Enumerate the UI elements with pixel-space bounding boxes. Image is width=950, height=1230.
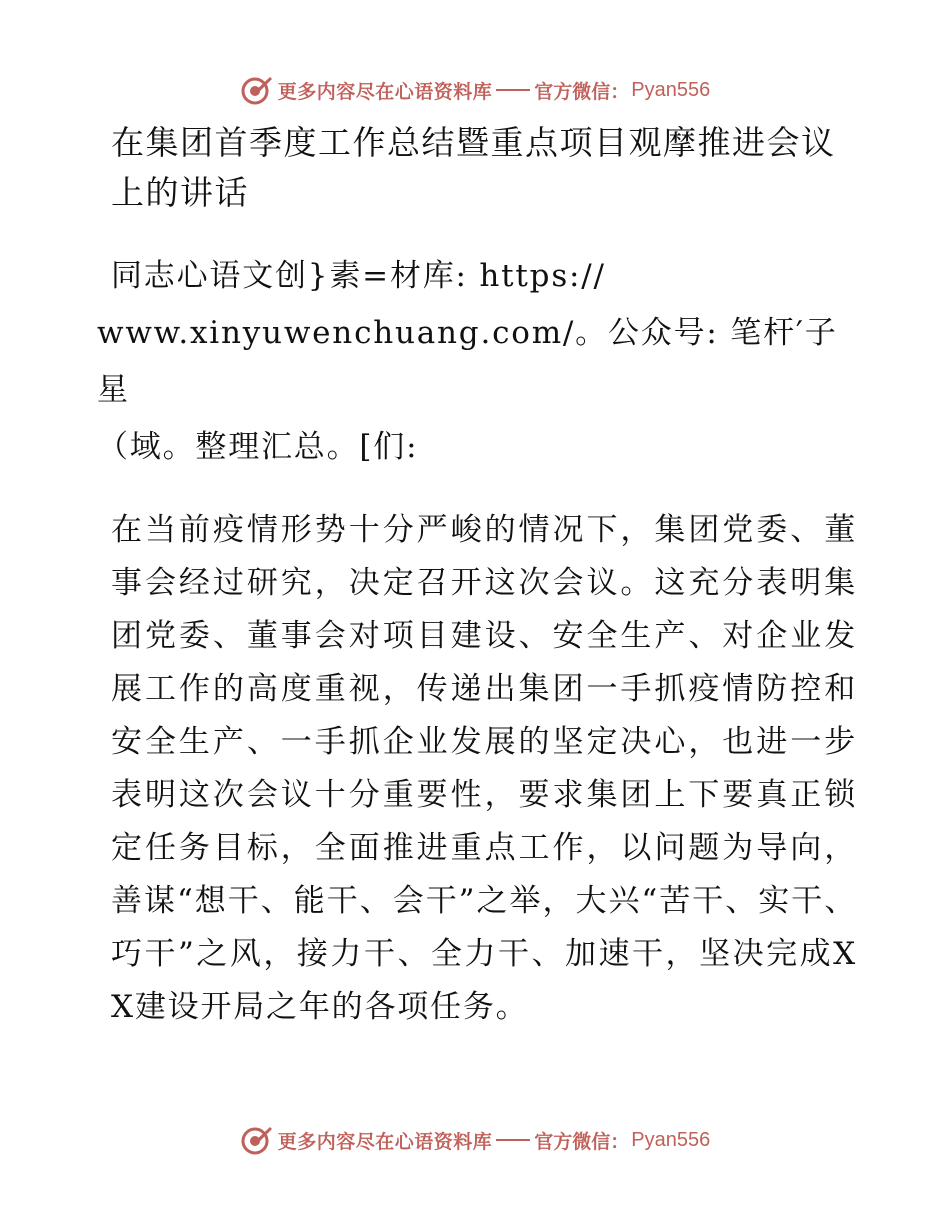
source-line-1: 同志心语文创}素=材库: https:// [111, 258, 606, 294]
watermark-wechat-label: 官方微信： [534, 80, 630, 103]
watermark-slogan: 更多内容尽在心语资料库 [277, 1130, 493, 1153]
footer-watermark [0, 1120, 950, 1160]
header-watermark [0, 70, 950, 110]
quill-seal-icon [240, 73, 274, 107]
document-title: 在集团首季度工作总结暨重点项目观摩推进会议上的讲话 [111, 123, 836, 212]
document-body [97, 118, 857, 1034]
watermark-wechat-id: Pyan556 [631, 78, 711, 101]
quill-seal-icon [240, 1123, 274, 1157]
watermark-dash [496, 1139, 530, 1141]
source-note [97, 248, 857, 476]
watermark-wechat-label: 官方微信： [534, 1130, 630, 1153]
body-paragraph: 在当前疫情形势十分严峻的情况下，集团党委、董事会经过研究，决定召开这次会议。这充分表明集团党委、董事会对项目建设、安全生产、对企业发展工作的高度重视，传递出集团一手抓疫情防控和安全生产、一手抓企业发展的坚定决心，也进一步表明这次会议十分重要性，要求集团上下要真正锁定任务目标，全面推进重点工作，以问题为导向，善谋“想干、能干、会干”之举，大兴“苦干、实干、巧干”之风，接力干、全力干、加速干，坚决完成XX建设开局之年的各项任务。 [111, 512, 857, 1025]
source-line-3: （域。整理汇总。[们: [97, 429, 419, 465]
watermark-slogan: 更多内容尽在心语资料库 [277, 80, 493, 103]
watermark-wechat-id: Pyan556 [631, 1128, 711, 1151]
watermark-dash [496, 89, 530, 91]
source-line-2: www.xinyuwenchuang.com/。公众号: 笔杆′子星 [97, 315, 838, 408]
